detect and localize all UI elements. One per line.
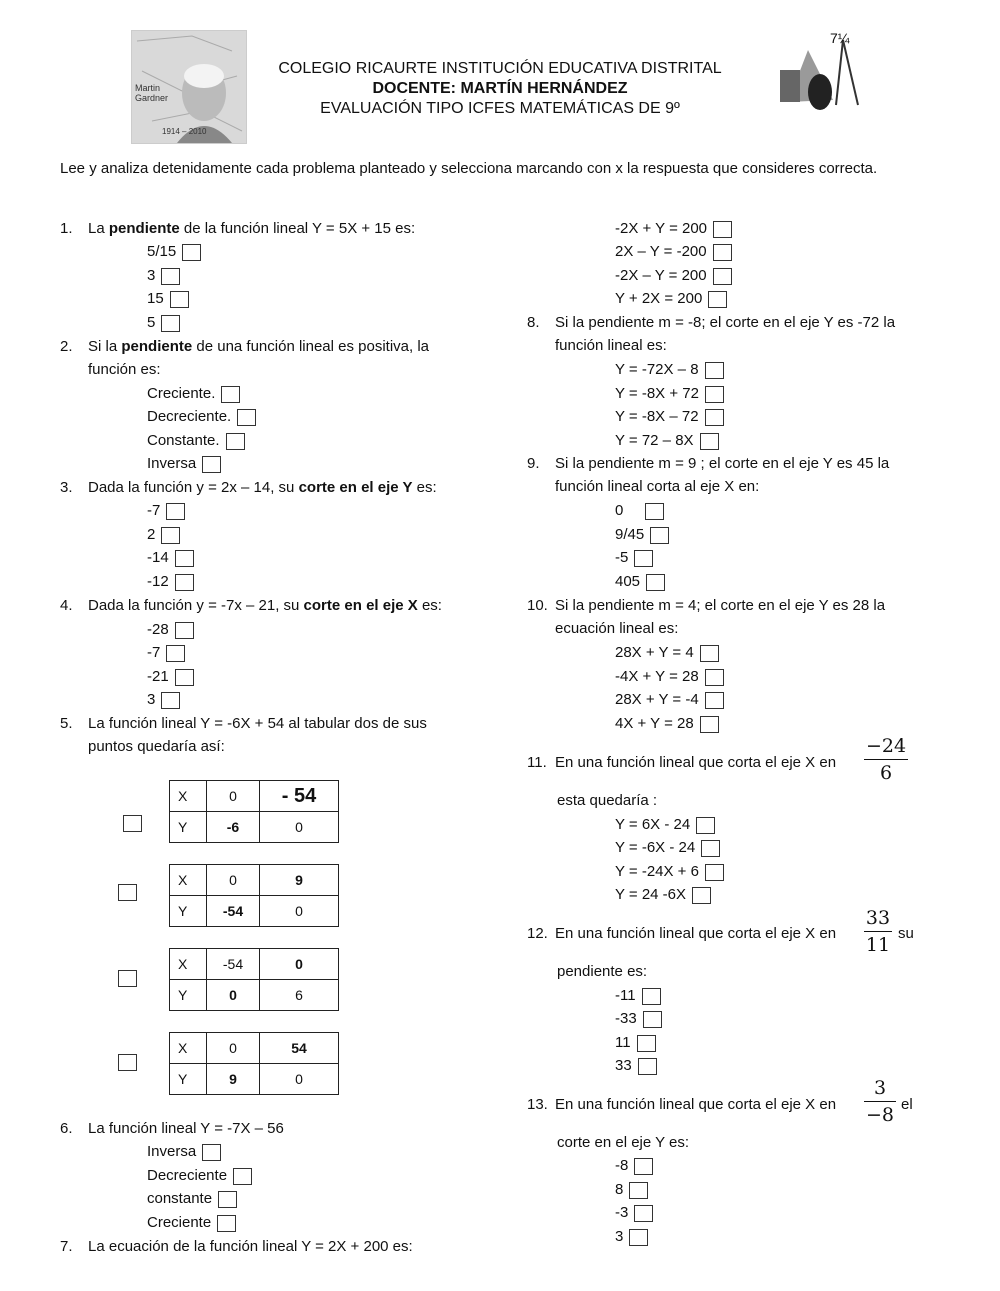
option-label: 28X + Y = 4: [615, 644, 694, 661]
option: [615, 641, 719, 664]
logo-left-name: Martin Gardner: [135, 83, 169, 103]
question-keyword: corte en el eje Y: [298, 479, 413, 496]
option-label: Y + 2X = 200: [615, 290, 703, 307]
option-label: Y = -6X - 24: [615, 839, 696, 856]
question-number: 5.: [60, 715, 73, 732]
question-text: función es:: [88, 361, 161, 378]
answer-checkbox[interactable]: [713, 244, 732, 261]
option-label: -14: [147, 549, 169, 566]
question-text: puntos quedaría así:: [88, 738, 225, 755]
option: [147, 382, 240, 405]
fraction-denominator: 11: [865, 934, 891, 956]
answer-checkbox[interactable]: [645, 503, 664, 520]
logo-right-mark: 7¼: [830, 30, 850, 46]
option-label: -12: [147, 573, 169, 590]
option-label: -28: [147, 621, 169, 638]
answer-checkbox[interactable]: [182, 244, 201, 261]
fraction-numerator: 33: [865, 907, 891, 929]
option-label: -7: [147, 644, 161, 661]
answer-checkbox[interactable]: [629, 1229, 648, 1246]
question-number: 10.: [527, 597, 548, 614]
table-cell: 0: [207, 865, 260, 896]
question-text: es:: [417, 597, 442, 614]
question-8: [527, 311, 957, 357]
option-label: 15: [147, 290, 164, 307]
question-text: función lineal es:: [555, 337, 667, 354]
table-cell: -6: [207, 812, 260, 843]
option: [615, 1154, 653, 1177]
exam-title: EVALUACIÓN TIPO ICFES MATEMÁTICAS DE 9º: [320, 100, 680, 117]
question-text: Si la pendiente m = 9 ; el corte en el eje Y es 45 la: [555, 455, 890, 472]
answer-checkbox[interactable]: [713, 268, 732, 285]
option: [615, 1178, 648, 1201]
table-cell: Y: [170, 980, 207, 1011]
option: [615, 860, 724, 883]
option-label: -11: [615, 987, 636, 1004]
answer-checkbox[interactable]: [642, 988, 661, 1005]
question-text: pendiente es:: [557, 963, 648, 980]
question-text: Dada la función y = 2x – 14, su: [88, 479, 299, 496]
table-cell: -54: [207, 896, 260, 927]
option: [147, 1140, 221, 1163]
question-12: [527, 922, 867, 945]
instructions: Lee y analiza detenidamente cada problema planteado y selecciona marcando con x la respuesta que consideres correcta.: [60, 160, 878, 177]
option: [615, 813, 715, 836]
answer-checkbox[interactable]: [233, 1168, 252, 1185]
option-label: Decreciente.: [147, 408, 232, 425]
answer-checkbox[interactable]: [634, 1158, 653, 1175]
answer-checkbox[interactable]: [701, 840, 720, 857]
option-label: 28X + Y = -4: [615, 691, 699, 708]
question-text: En una función lineal que corta el eje X en: [555, 1096, 837, 1113]
option: [147, 1211, 236, 1234]
answer-checkbox[interactable]: [161, 527, 180, 544]
option: [615, 883, 711, 906]
answer-checkbox[interactable]: [705, 362, 724, 379]
option-label: 2: [147, 526, 156, 543]
table-cell: X: [170, 865, 207, 896]
value-table-d: [169, 1032, 339, 1095]
answer-checkbox[interactable]: [692, 887, 711, 904]
option: [147, 429, 245, 452]
cell-value: - 54: [281, 784, 317, 807]
question-number: 1.: [60, 220, 73, 237]
school-name: COLEGIO RICAURTE INSTITUCIÓN EDUCATIVA DISTRITAL: [278, 60, 722, 77]
option-label: -7: [147, 502, 161, 519]
answer-checkbox[interactable]: [175, 669, 194, 686]
option-label: Y = -8X + 72: [615, 385, 699, 402]
option-label: 3: [615, 1228, 624, 1245]
answer-checkbox[interactable]: [166, 645, 185, 662]
option: [615, 1225, 648, 1248]
question-9: [527, 452, 957, 498]
option-label: Y = -8X – 72: [615, 408, 699, 425]
table-cell: 0: [207, 980, 260, 1011]
option-label: Y = -24X + 6: [615, 863, 699, 880]
question-number: 4.: [60, 597, 73, 614]
question-text: de la función lineal Y = 5X + 15 es:: [179, 220, 416, 237]
option: [147, 546, 194, 569]
option-label: -2X – Y = 200: [615, 267, 707, 284]
table-cell: 0: [207, 781, 260, 812]
fraction-bar: [864, 1101, 896, 1102]
question-5: [60, 712, 500, 758]
answer-checkbox[interactable]: [123, 815, 142, 832]
option: [147, 523, 180, 546]
question-text: La función lineal Y = -7X – 56: [88, 1120, 284, 1137]
question-10: [527, 594, 957, 640]
option: [615, 1007, 662, 1030]
answer-checkbox[interactable]: [700, 716, 719, 733]
question-11: [527, 751, 867, 774]
question-text: función lineal corta al eje X en:: [555, 478, 760, 495]
answer-checkbox[interactable]: [161, 268, 180, 285]
question-text: En una función lineal que corta el eje X en: [555, 754, 837, 771]
value-table-c: [169, 948, 339, 1011]
answer-checkbox[interactable]: [634, 550, 653, 567]
option: [147, 499, 185, 522]
table-cell: X: [170, 949, 207, 980]
fraction: [864, 1076, 896, 1127]
option: [615, 570, 665, 593]
table-cell: X: [170, 781, 207, 812]
answer-checkbox[interactable]: [217, 1215, 236, 1232]
question-keyword: corte en el eje X: [303, 597, 418, 614]
answer-checkbox[interactable]: [705, 864, 724, 881]
answer-checkbox[interactable]: [118, 884, 137, 901]
answer-checkbox[interactable]: [161, 692, 180, 709]
option: [147, 641, 185, 664]
question-number: 11.: [527, 754, 547, 771]
option: [615, 546, 653, 569]
answer-checkbox[interactable]: [118, 1054, 137, 1071]
answer-checkbox[interactable]: [705, 692, 724, 709]
question-text: de una función lineal es positiva, la: [192, 338, 430, 355]
question-keyword: pendiente: [121, 338, 193, 355]
question-4: [60, 594, 500, 617]
option: [615, 836, 720, 859]
answer-checkbox[interactable]: [637, 1035, 656, 1052]
option-label: 4X + Y = 28: [615, 715, 694, 732]
option-label: Y = -72X – 8: [615, 361, 699, 378]
option: [615, 1201, 653, 1224]
option: [615, 1054, 657, 1077]
option-label: 5/15: [147, 243, 177, 260]
option-label: -3: [615, 1204, 629, 1221]
option: [615, 523, 669, 546]
option-label: 8: [615, 1181, 624, 1198]
option-label: Decreciente: [147, 1167, 228, 1184]
table-cell: 9: [207, 1064, 260, 1095]
answer-checkbox[interactable]: [226, 433, 245, 450]
answer-checkbox[interactable]: [700, 433, 719, 450]
option: [615, 264, 732, 287]
option-label: Constante.: [147, 432, 220, 449]
option-label: Inversa: [147, 1143, 197, 1160]
question-text: corte en el eje Y es:: [557, 1134, 690, 1151]
option: [147, 618, 194, 641]
option: [615, 688, 724, 711]
table-cell: 0: [260, 812, 339, 843]
option-label: Creciente: [147, 1214, 212, 1231]
table-cell: Y: [170, 1064, 207, 1095]
logo-left-years: 1914 – 2010: [162, 127, 207, 136]
question-text: esta quedaría :: [557, 792, 658, 809]
answer-checkbox[interactable]: [705, 386, 724, 403]
question-keyword: pendiente: [108, 220, 180, 237]
option: [615, 499, 664, 522]
answer-checkbox[interactable]: [118, 970, 137, 987]
table-cell: 54: [260, 1033, 339, 1064]
option: [147, 665, 194, 688]
answer-checkbox[interactable]: [166, 503, 185, 520]
option: [615, 665, 724, 688]
option: [615, 217, 732, 240]
answer-checkbox[interactable]: [634, 1205, 653, 1222]
option-label: 3: [147, 691, 156, 708]
option-label: Y = 24 -6X: [615, 886, 687, 903]
question-text: su: [898, 925, 914, 942]
answer-checkbox[interactable]: [650, 527, 669, 544]
option-label: constante: [147, 1190, 213, 1207]
option: [615, 287, 727, 310]
fraction-numerator: −24: [865, 735, 907, 757]
option-label: -4X + Y = 28: [615, 668, 699, 685]
option: [615, 240, 732, 263]
answer-checkbox[interactable]: [175, 574, 194, 591]
option-label: -8: [615, 1157, 629, 1174]
answer-checkbox[interactable]: [175, 622, 194, 639]
option: [615, 429, 719, 452]
question-text: ecuación lineal es:: [555, 620, 679, 637]
question-1: [60, 217, 490, 240]
table-cell: -54: [207, 949, 260, 980]
option: [147, 287, 189, 310]
question-text: el: [901, 1096, 913, 1113]
fraction-numerator: 3: [873, 1077, 887, 1099]
question-text: es:: [412, 479, 437, 496]
option-label: -33: [615, 1010, 637, 1027]
question-6: [60, 1117, 500, 1140]
answer-checkbox[interactable]: [708, 291, 727, 308]
option-label: -5: [615, 549, 629, 566]
value-table-a: [169, 780, 339, 843]
question-text: La función lineal Y = -6X + 54 al tabular dos de sus: [88, 715, 427, 732]
answer-checkbox[interactable]: [237, 409, 256, 426]
answer-checkbox[interactable]: [202, 1144, 221, 1161]
fraction-bar: [864, 759, 908, 760]
question-13: [527, 1093, 867, 1116]
answer-checkbox[interactable]: [643, 1011, 662, 1028]
table-cell: 0: [207, 1033, 260, 1064]
answer-checkbox[interactable]: [638, 1058, 657, 1075]
fraction-denominator: 6: [879, 762, 893, 784]
table-cell: 6: [260, 980, 339, 1011]
fraction-denominator: −8: [865, 1104, 894, 1126]
answer-checkbox[interactable]: [696, 817, 715, 834]
option-label: -21: [147, 668, 169, 685]
option: [147, 405, 256, 428]
option: [615, 382, 724, 405]
option-label: 2X – Y = -200: [615, 243, 707, 260]
fraction: [864, 734, 908, 785]
question-number: 12.: [527, 925, 548, 942]
question-number: 3.: [60, 479, 73, 496]
fraction: [864, 906, 892, 957]
question-text: La: [88, 220, 109, 237]
option-label: Inversa: [147, 455, 197, 472]
option: [147, 264, 180, 287]
answer-checkbox[interactable]: [202, 456, 221, 473]
question-text: Si la: [88, 338, 122, 355]
answer-checkbox[interactable]: [705, 669, 724, 686]
option-label: 33: [615, 1057, 632, 1074]
question-3: [60, 476, 500, 499]
option-label: 9/45: [615, 526, 645, 543]
answer-checkbox[interactable]: [705, 409, 724, 426]
option-label: 3: [147, 267, 156, 284]
table-cell: [260, 781, 339, 812]
table-cell: Y: [170, 812, 207, 843]
answer-checkbox[interactable]: [629, 1182, 648, 1199]
value-table-b: [169, 864, 339, 927]
question-text: En una función lineal que corta el eje X en: [555, 925, 837, 942]
table-cell: 0: [260, 949, 339, 980]
question-number: 7.: [60, 1238, 73, 1255]
table-cell: 9: [260, 865, 339, 896]
option: [147, 1187, 237, 1210]
option-label: Y = 6X - 24: [615, 816, 691, 833]
answer-checkbox[interactable]: [700, 645, 719, 662]
answer-checkbox[interactable]: [713, 221, 732, 238]
option: [615, 1031, 656, 1054]
option-label: 0: [615, 502, 624, 519]
question-text: Si la pendiente m = 4; el corte en el eje Y es 28 la: [555, 597, 886, 614]
option-label: Y = 72 – 8X: [615, 432, 694, 449]
table-cell: 0: [260, 896, 339, 927]
answer-checkbox[interactable]: [221, 386, 240, 403]
question-number: 6.: [60, 1120, 73, 1137]
option-label: -2X + Y = 200: [615, 220, 708, 237]
question-number: 13.: [527, 1096, 548, 1113]
answer-checkbox[interactable]: [646, 574, 665, 591]
option: [615, 405, 724, 428]
option-label: 11: [615, 1034, 631, 1051]
option: [615, 358, 724, 381]
question-number: 2.: [60, 338, 73, 355]
answer-checkbox[interactable]: [161, 315, 180, 332]
option: [147, 452, 221, 475]
option: [615, 712, 719, 735]
fraction-bar: [864, 931, 892, 932]
question-7: [60, 1235, 500, 1258]
option: [147, 688, 180, 711]
option: [615, 984, 661, 1007]
table-cell: X: [170, 1033, 207, 1064]
option: [147, 311, 180, 334]
question-text: Dada la función y = -7x – 21, su: [88, 597, 304, 614]
option-label: 405: [615, 573, 641, 590]
teacher-name: DOCENTE: MARTÍN HERNÁNDEZ: [372, 80, 628, 97]
question-number: 8.: [527, 314, 540, 331]
answer-checkbox[interactable]: [170, 291, 189, 308]
table-cell: 0: [260, 1064, 339, 1095]
table-cell: Y: [170, 896, 207, 927]
option: [147, 240, 201, 263]
option-label: 5: [147, 314, 156, 331]
answer-checkbox[interactable]: [175, 550, 194, 567]
question-number: 9.: [527, 455, 540, 472]
question-2: [60, 335, 490, 381]
option: [147, 1164, 252, 1187]
question-text: La ecuación de la función lineal Y = 2X + 200 es:: [88, 1238, 413, 1255]
question-text: Si la pendiente m = -8; el corte en el eje Y es -72 la: [555, 314, 896, 331]
answer-checkbox[interactable]: [218, 1191, 237, 1208]
option-label: Creciente.: [147, 385, 216, 402]
option: [147, 570, 194, 593]
